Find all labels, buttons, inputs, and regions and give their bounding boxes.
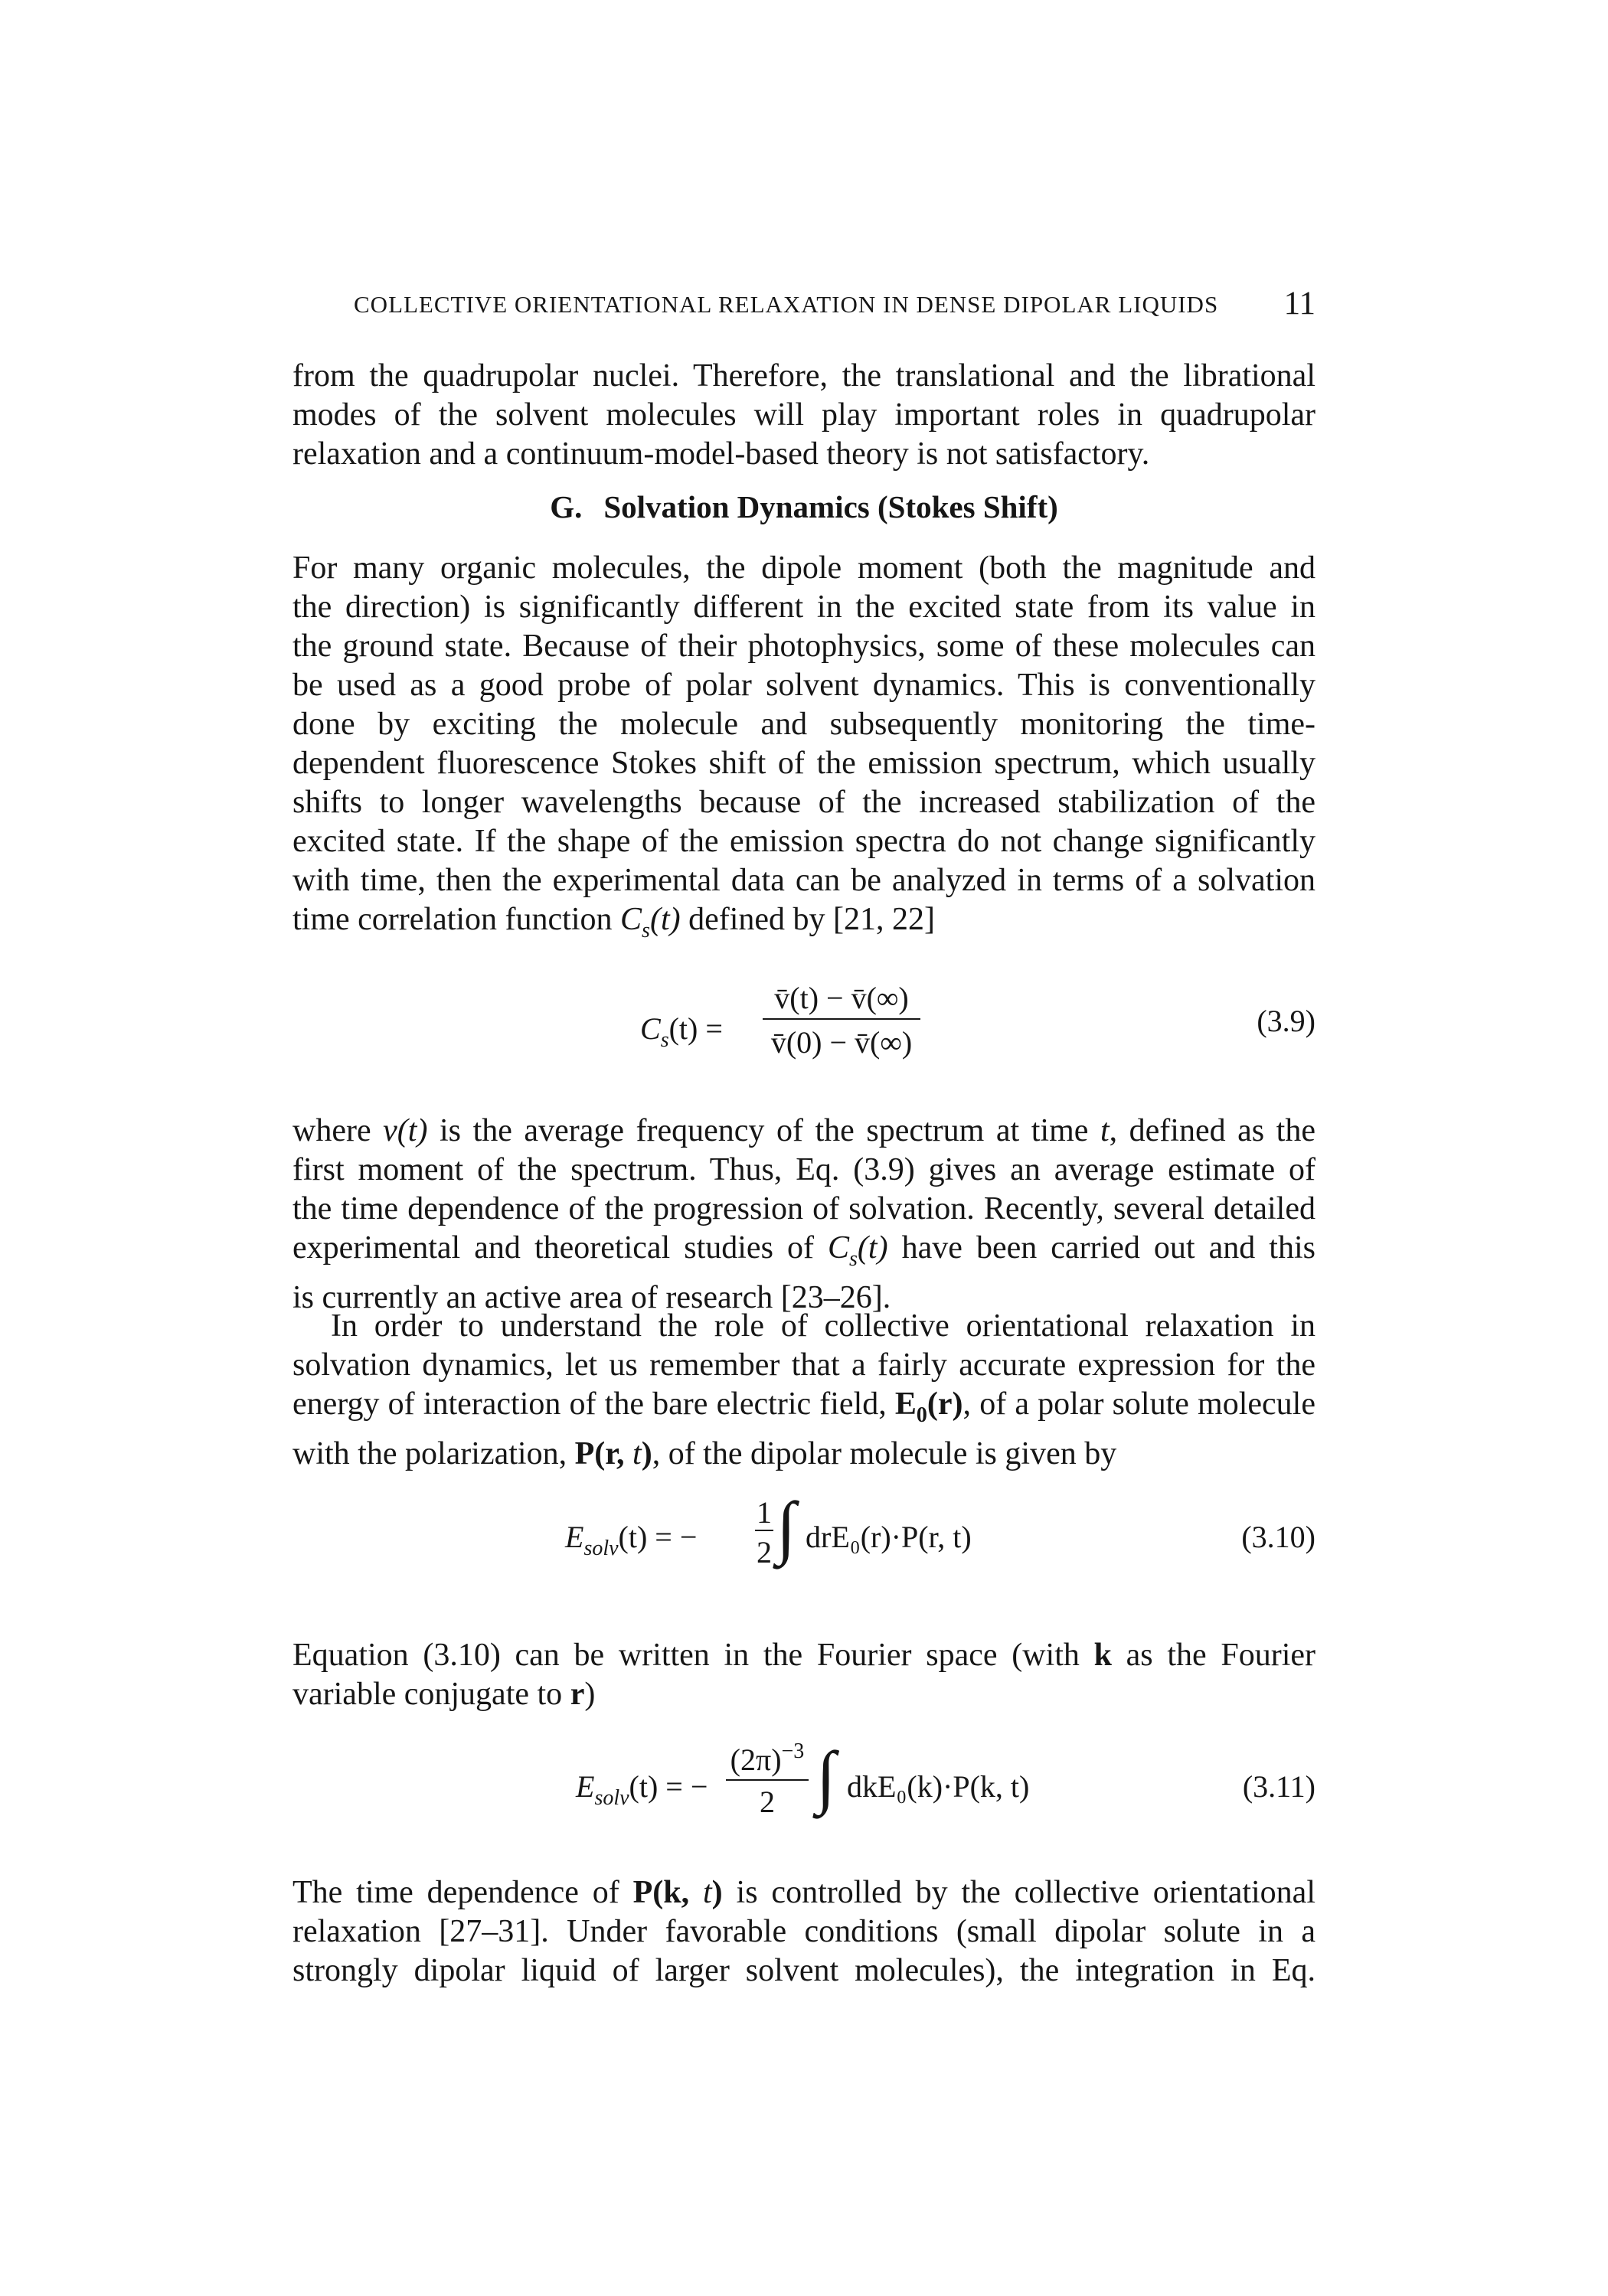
math-argument: (t) xyxy=(649,902,681,937)
text-fragment: The time dependence of xyxy=(293,1875,633,1910)
math-subscript: s xyxy=(849,1247,858,1271)
fraction-bar xyxy=(726,1779,809,1781)
fraction-denominator: v̄(0) − v̄(∞) xyxy=(770,1025,913,1060)
math-argument: (t) = xyxy=(668,1011,723,1046)
math-symbol: C xyxy=(620,902,642,937)
fraction-bar xyxy=(755,1530,773,1531)
text-line xyxy=(293,1636,1315,1675)
math-symbol: t xyxy=(632,1436,642,1471)
text-fragment: ) xyxy=(584,1677,596,1712)
text-fragment: have been carried out and this xyxy=(887,1230,1315,1266)
equation-number: (3.10) xyxy=(1241,1520,1315,1554)
text-line xyxy=(293,900,1315,950)
text-line: relaxation and a continuum-model-based theory is not satisfactory. xyxy=(293,436,1150,472)
integrand: drE₀(r)·P(r, t) xyxy=(806,1520,972,1554)
text-line xyxy=(293,1112,1315,1151)
math-symbol: k xyxy=(1093,1638,1112,1673)
math-symbol: E xyxy=(565,1520,584,1554)
text-line: modes of the solvent molecules will play important roles in quadrupolar xyxy=(293,397,1315,433)
equation-number: (3.11) xyxy=(1242,1769,1315,1804)
math-subscript: solv xyxy=(583,1537,619,1560)
math-base: (2π) xyxy=(730,1742,782,1777)
equation-number: (3.9) xyxy=(1257,1004,1315,1038)
math-symbol: t xyxy=(1100,1113,1110,1148)
math-argument: (r) xyxy=(927,1386,963,1422)
text-line: the direction) is significantly different in the excited state from its value in xyxy=(293,590,1315,625)
text-line xyxy=(293,1385,1315,1435)
paragraph-interaction-energy xyxy=(293,1307,1315,1474)
running-head xyxy=(354,285,1315,331)
text-fragment: time correlation function xyxy=(293,902,621,937)
page-number: 11 xyxy=(1283,286,1315,322)
fraction-numerator: 1 xyxy=(757,1495,772,1530)
math-symbol: P(k, xyxy=(632,1875,703,1910)
text-fragment: , of a polar solute molecule xyxy=(963,1386,1315,1422)
text-line xyxy=(293,1229,1315,1279)
text-fragment: where xyxy=(293,1113,384,1148)
math-symbol: C xyxy=(640,1011,661,1046)
math-symbol: E xyxy=(576,1769,595,1804)
fraction-denominator: 2 xyxy=(760,1785,775,1819)
text-line xyxy=(293,1435,1315,1474)
equation-lhs xyxy=(565,1519,697,1561)
paragraph-frequency xyxy=(293,1112,1315,1318)
math-argument: (t) = − xyxy=(618,1520,698,1554)
integral-sign-icon: ∫ xyxy=(816,1737,836,1815)
text-line: solvation dynamics, let us remember that a fairly accurate expression for the xyxy=(293,1347,1315,1383)
text-fragment: defined by [21, 22] xyxy=(680,902,936,937)
running-title: COLLECTIVE ORIENTATIONAL RELAXATION IN DENSE DIPOLAR LIQUIDS xyxy=(354,291,1219,318)
math-subscript: 0 xyxy=(916,1403,927,1427)
equation-3-9 xyxy=(293,980,1315,1095)
integral-sign-icon: ∫ xyxy=(776,1488,796,1566)
math-argument: (t) xyxy=(857,1230,888,1266)
math-symbol: E xyxy=(894,1386,917,1422)
section-title: Solvation Dynamics (Stokes Shift) xyxy=(603,489,1058,524)
text-line: shifts to longer wavelengths because of the increased stabilization of the xyxy=(293,785,1315,820)
text-fragment: experimental and theoretical studies of xyxy=(293,1230,828,1266)
math-subscript: s xyxy=(642,919,650,942)
math-symbol: ) xyxy=(711,1875,723,1910)
equation-lhs xyxy=(640,1011,723,1053)
text-fragment: is the average frequency of the spectrum at time xyxy=(427,1113,1100,1148)
text-line: strongly dipolar liquid of larger solvent molecules), the integration in Eq. xyxy=(293,1953,1315,1988)
equation-3-11 xyxy=(293,1732,1315,1847)
math-symbol: ) xyxy=(641,1436,652,1471)
text-fragment: Equation (3.10) can be written in the Fourier space (with xyxy=(293,1638,1094,1673)
text-line: done by exciting the molecule and subsequently monitoring the time- xyxy=(293,707,1315,742)
text-fragment: , of the dipolar molecule is given by xyxy=(652,1436,1117,1471)
math-symbol: C xyxy=(828,1230,850,1266)
text-line: first moment of the spectrum. Thus, Eq. (3.9) gives an average estimate of xyxy=(293,1152,1315,1187)
fraction-numerator xyxy=(721,1739,813,1778)
paragraph-fourier xyxy=(293,1636,1315,1714)
math-symbol: v(t) xyxy=(383,1113,428,1148)
fraction-numerator: v̄(t) − v̄(∞) xyxy=(774,981,909,1015)
paragraph-time-dependence xyxy=(293,1873,1315,1991)
text-line: be used as a good probe of polar solvent dynamics. This is conventionally xyxy=(293,668,1315,703)
text-fragment: variable conjugate to xyxy=(293,1677,570,1712)
fraction-bar xyxy=(763,1018,920,1020)
text-fragment: energy of interaction of the bare electric field, xyxy=(293,1386,895,1422)
integrand: dkE₀(k)·P(k, t) xyxy=(847,1769,1030,1804)
math-symbol: P(r, xyxy=(574,1436,633,1471)
text-line: the time dependence of the progression of solvation. Recently, several detailed xyxy=(293,1191,1315,1226)
text-line: with time, then the experimental data can be analyzed in terms of a solvation xyxy=(293,863,1315,898)
section-letter: G. xyxy=(550,489,583,524)
math-subscript: solv xyxy=(594,1786,629,1810)
section-heading xyxy=(293,488,1315,525)
text-fragment: as the Fourier xyxy=(1111,1638,1315,1673)
text-fragment: , defined as the xyxy=(1109,1113,1315,1148)
math-symbol: t xyxy=(703,1875,712,1910)
text-line: is currently an active area of research [23–26]. xyxy=(293,1280,891,1315)
equation-lhs xyxy=(576,1769,708,1811)
math-subscript: s xyxy=(660,1028,669,1052)
text-line: For many organic molecules, the dipole moment (both the magnitude and xyxy=(293,550,1315,586)
text-line xyxy=(293,1675,1315,1714)
paragraph-solvation-intro xyxy=(293,549,1315,950)
text-line: from the quadrupolar nuclei. Therefore, the translational and the librational xyxy=(293,358,1315,394)
math-symbol: r xyxy=(570,1677,585,1712)
equation-3-10 xyxy=(293,1488,1315,1608)
math-exponent: −3 xyxy=(781,1739,805,1763)
text-line: excited state. If the shape of the emission spectra do not change significantly xyxy=(293,824,1315,859)
text-line xyxy=(293,1873,1315,1912)
text-fragment: with the polarization, xyxy=(293,1436,575,1471)
text-line: relaxation [27–31]. Under favorable conditions (small dipolar solute in a xyxy=(293,1914,1315,1949)
text-fragment: is controlled by the collective orientational xyxy=(722,1875,1315,1910)
fraction-denominator: 2 xyxy=(757,1535,772,1569)
paragraph-quadrupolar xyxy=(293,357,1315,474)
text-line: dependent fluorescence Stokes shift of the emission spectrum, which usually xyxy=(293,746,1315,781)
math-argument: (t) = − xyxy=(629,1769,708,1804)
text-line: the ground state. Because of their photophysics, some of these molecules can xyxy=(293,629,1315,664)
text-line: In order to understand the role of collective orientational relaxation in xyxy=(331,1308,1315,1344)
